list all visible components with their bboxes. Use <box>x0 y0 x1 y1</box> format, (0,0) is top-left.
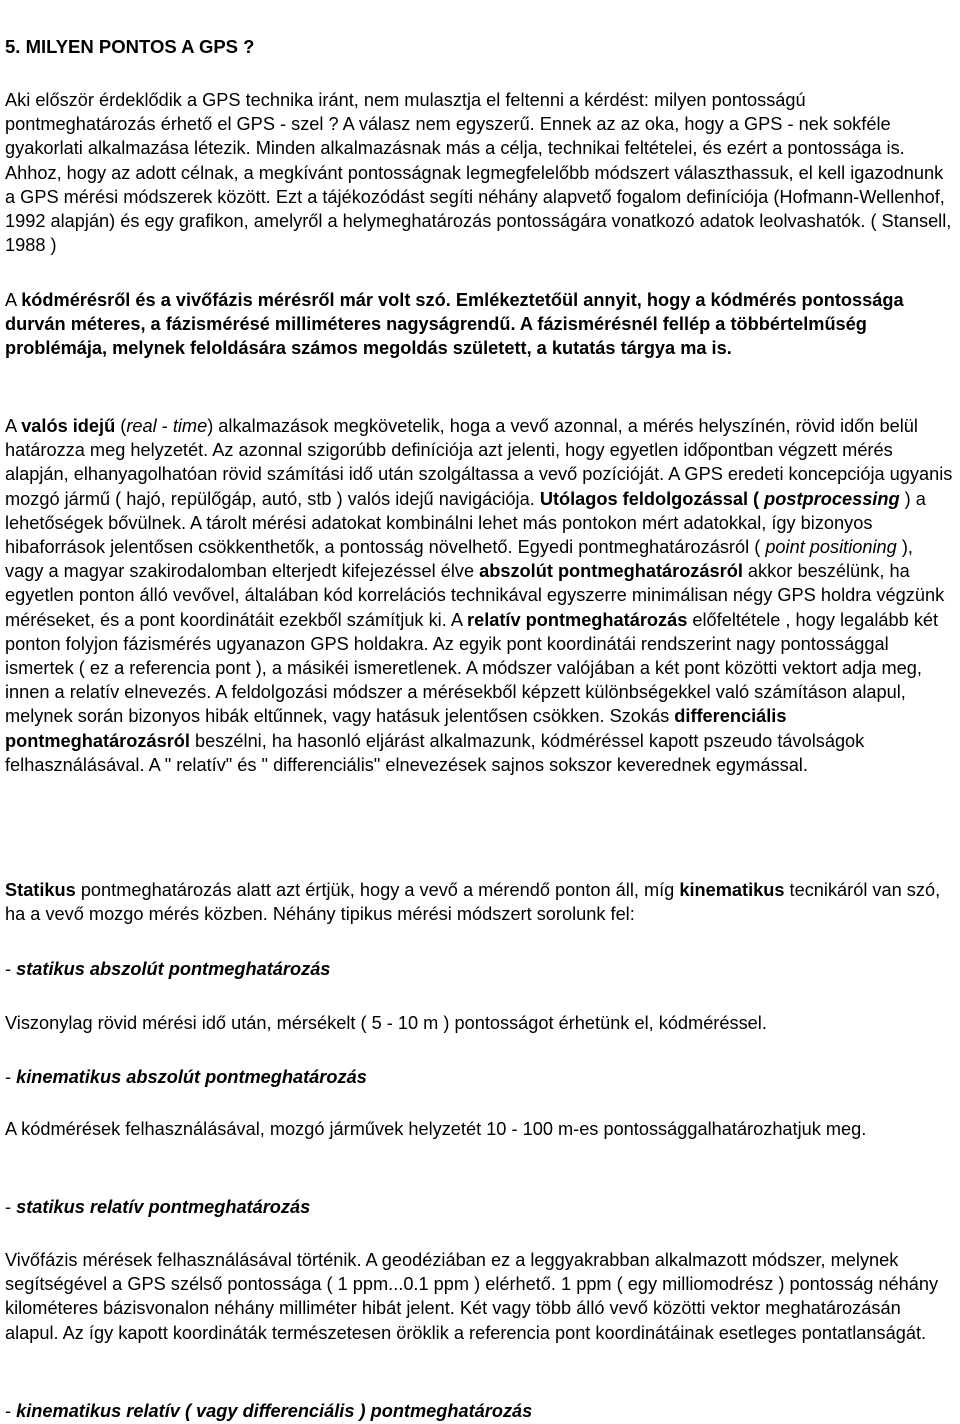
text-run: ), vagy a magyar szakirodalomban elterjedt kifejezéssel élve <box>5 537 913 582</box>
text-run: real <box>126 416 157 436</box>
text-run: Statikus <box>5 880 76 900</box>
paragraph-static-absolute <box>5 1011 953 1035</box>
text-run: abszolút pontmeghatározásról <box>479 561 743 582</box>
text-run: A <box>5 416 22 436</box>
text-run: - <box>156 416 173 436</box>
text-run: - <box>5 959 17 979</box>
paragraph-kinematic-absolute <box>5 1117 953 1141</box>
text-run: statikus relatív pontmeghatározás <box>16 1197 311 1217</box>
text-run: - <box>5 1067 17 1087</box>
text-run: kinematikus abszolút pontmeghatározás <box>16 1067 367 1087</box>
method-heading-static-absolute <box>5 957 953 981</box>
text-run: pontmeghatározás alatt azt értjük, hogy a vevő a mérendő ponton áll, míg <box>75 880 680 900</box>
section-heading: 5. MILYEN PONTOS A GPS ? <box>5 36 255 57</box>
text-run: - <box>5 1401 17 1421</box>
text-run: ) a lehetőségek bővülnek. A tárolt mérési adatokat kombinálni lehet más pontokon mért adatokkal, így bizonyos hibaforrások jelentősen csökkenthetők, a pontosság növelhető. Egyedi pontmeghatározásról ( <box>5 488 926 558</box>
text-run: point positioning <box>765 537 897 558</box>
text-run: relatív pontmeghatározás <box>467 609 688 630</box>
text-run: A kódmérések felhasználásával, mozgó járművek helyzetét 10 - 100 m-es pontossággalhatározhatjuk meg. <box>5 1119 867 1139</box>
text-run: valós idejű <box>21 416 116 436</box>
method-heading-kinematic-relative <box>5 1399 953 1423</box>
text-run: Utólagos feldolgozással ( <box>539 488 765 509</box>
paragraph-static-kinematic <box>5 878 953 926</box>
text-run: - <box>5 1197 17 1217</box>
text-run: tecnikáról van szó, ha a vevő mozgo mérés közben. Néhány tipikus mérési módszert sorolunk fel: <box>5 880 941 925</box>
text-run: Vivőfázis mérések felhasználásával történik. A geodéziában ez a leggyakrabban alkalmazott módszer, melynek segítségével a GPS szélső pontossága ( 1 ppm...0.1 ppm ) elérhető. 1 ppm ( egy milliomodrész ) pontosság néhány kilométeres bázisvonalon néhány milliméter hibát jelent. Két vagy több álló vevő közötti vektor meghatározásán alapul. Az így kapott koordináták természetesen öröklik a referencia pont koordinátáinak esetleges pontatlanságát. <box>5 1250 939 1343</box>
paragraph-code-phase <box>5 288 953 361</box>
text-run: előfeltétele , hogy legalább két ponton folyjon fázismérés ugyanazon GPS holdakra. Az egyik pont koordinátái rendszerint nagy pontossággal ismertek ( ez a referencia pont ), a másikéi ismeretlenek. A módszer valójában a két pont közötti vektort adja meg, innen a relatív elnevezés. A feldolgozási módszer a mérésekből képzett különbségekkel való számításon alapul, melynek során bizonyos hibák eltűnnek, vagy hatásuk jelentősen csökken. Szokás <box>5 609 939 727</box>
paragraph-static-relative <box>5 1248 953 1345</box>
text-run: beszélni, ha hasonló eljárást alkalmazunk, kódméréssel kapott pszeudo távolságok felhasználásával. A " relatív" és " differenciális" elnevezések sajnos sokszor keverednek egymással. <box>5 730 865 775</box>
method-heading-static-relative <box>5 1195 953 1219</box>
text-run: kódmérésről és a vivőfázis mérésről már volt szó. Emlékeztetőül annyit, hogy a kódmérés pontossága durván méteres, a fázismérésé milliméteres nagyságrendű. A fázismérésnél fellép a többértelműség problémája, melynek feloldására számos megoldás született, a kutatás tárgya ma is. <box>5 290 904 359</box>
text-run: differenciális pontmeghatározásról <box>5 706 787 751</box>
text-run: postprocessing <box>764 488 900 509</box>
paragraph-realtime-methods <box>5 414 953 777</box>
text-run: ( <box>115 416 127 436</box>
paragraph-intro <box>5 88 953 257</box>
method-heading-kinematic-absolute <box>5 1065 953 1089</box>
text-run: ) alkalmazások megkövetelik, hoga a vevő azonnal, a mérés helyszínén, rövid időn belül határozza meg helyzetét. Az azonnal szigorúbb definíciója azt jelenti, hogy egyetlen időpontban végzett mérés alapján, elhanyagolhatóan rövid számítási idő után szolgáltassa a vevő pozícióját. A GPS eredeti koncepciója ugyanis mozgó jármű ( hajó, repülőgáp, autó, stb ) valós idejű navigációja. <box>5 416 953 509</box>
text-run: A <box>5 290 22 310</box>
text-run: time <box>172 416 208 436</box>
text-run: akkor beszélünk, ha egyetlen ponton álló vevővel, általában kód korrelációs technikával egyszerre minimálisan négy GPS holdra végzünk méréseket, és a pont koordinátáit ezekből számítjuk ki. A <box>5 561 945 630</box>
text-run: Aki először érdeklődik a GPS technika iránt, nem mulasztja el feltenni a kérdést: milyen pontosságú pontmeghatározás érhető el GPS - szel ? A válasz nem egyszerű. Ennek az az oka, hogy a GPS - nek sokféle gyakorlati alkalmazása létezik. Minden alkalmazásnak más a célja, technikai feltételei, és ezért a pontossága is. Ahhoz, hogy az adott célnak, a megkívánt pontosságnak legmegfelelőbb módszert választhassuk, el kell igazodnunk a GPS mérési módszerek között. Ezt a tájékozódást segíti néhány alapvető fogalom definíciója (Hofmann-Wellenhof, 1992 alapján) és egy grafikon, amelyről a helymeghatározás pontosságára vonatkozó adatok leolvashatók. ( Stansell, 1988 ) <box>5 90 952 256</box>
text-run: kinematikus <box>679 880 785 900</box>
text-run: statikus abszolút pontmeghatározás <box>16 959 331 979</box>
text-run: kinematikus relatív ( vagy differenciális ) pontmeghatározás <box>16 1401 533 1421</box>
text-run: Viszonylag rövid mérési idő után, mérsékelt ( 5 - 10 m ) pontosságot érhetünk el, kódméréssel. <box>5 1013 767 1033</box>
